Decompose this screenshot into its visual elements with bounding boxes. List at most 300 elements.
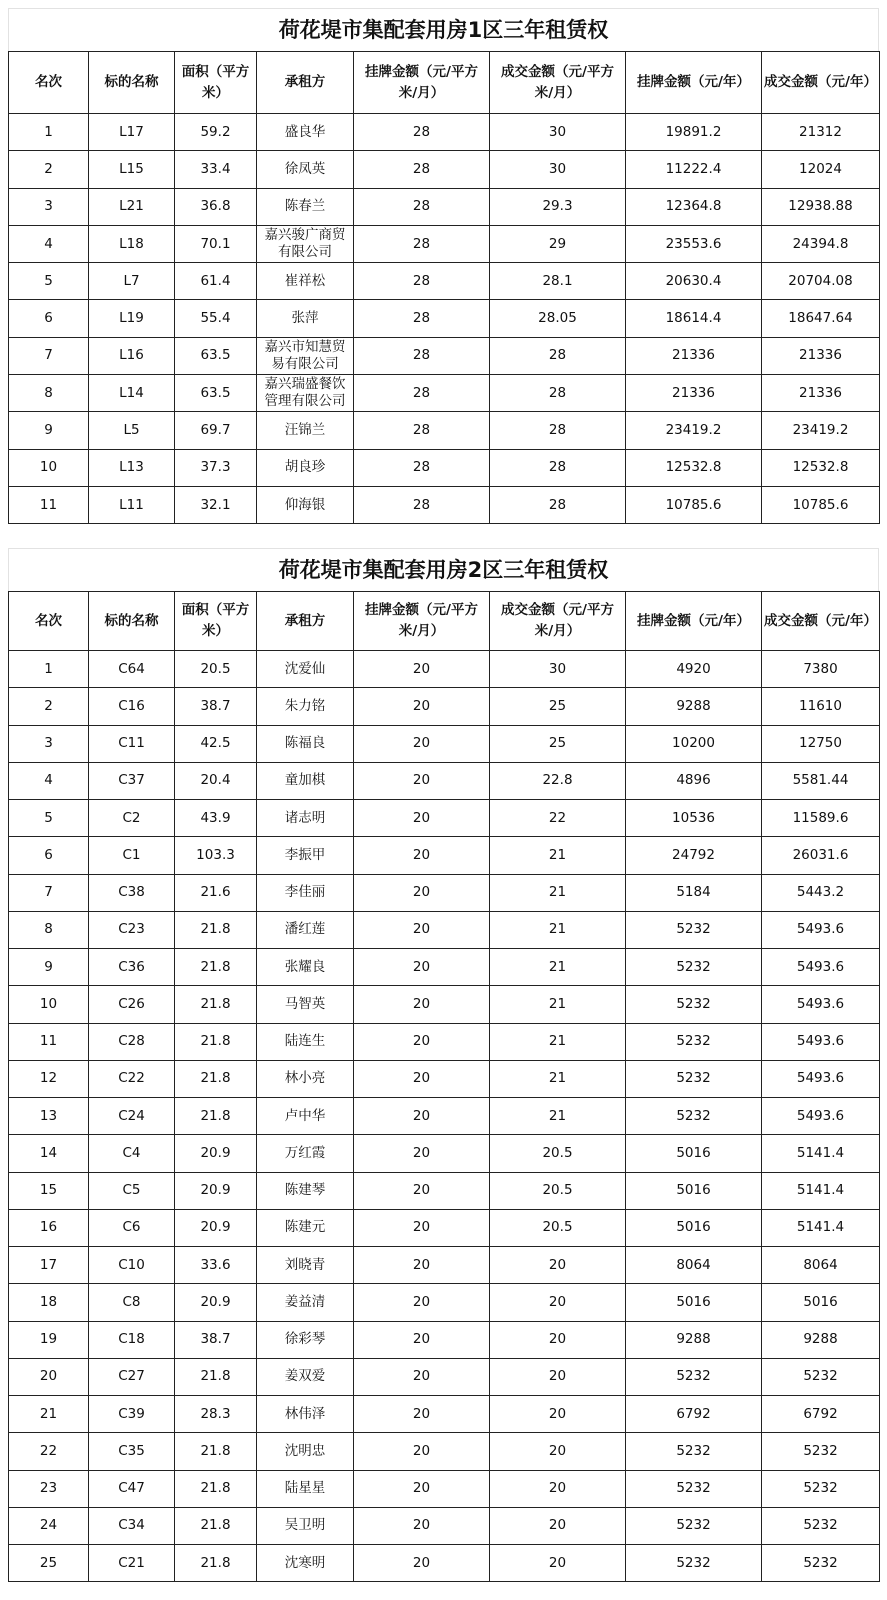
tenant-cell: 刘晓青 xyxy=(257,1247,354,1284)
lot-name-cell: C39 xyxy=(89,1396,175,1433)
tenant-cell: 沈爱仙 xyxy=(257,651,354,688)
lease-table-block-1 xyxy=(8,8,879,524)
area-cell: 21.8 xyxy=(175,911,257,948)
list-price-per-year-cell: 5232 xyxy=(626,1470,762,1507)
list-price-per-sqm-cell: 20 xyxy=(354,911,490,948)
deal-price-per-year-cell: 5493.6 xyxy=(762,1098,880,1135)
table-row xyxy=(9,1470,880,1507)
list-price-per-year-cell: 5184 xyxy=(626,874,762,911)
list-price-per-year-cell: 5016 xyxy=(626,1135,762,1172)
deal-price-per-year-cell: 11610 xyxy=(762,688,880,725)
list-price-per-sqm-cell: 20 xyxy=(354,1284,490,1321)
tenant-cell: 陈建元 xyxy=(257,1209,354,1246)
lot-name-cell: C21 xyxy=(89,1545,175,1582)
deal-price-per-year-cell: 5016 xyxy=(762,1284,880,1321)
list-price-per-sqm-cell: 20 xyxy=(354,1321,490,1358)
tenant-cell: 沈寒明 xyxy=(257,1545,354,1582)
list-price-per-sqm-cell: 20 xyxy=(354,1023,490,1060)
deal-price-per-sqm-cell: 21 xyxy=(490,1098,626,1135)
list-price-per-sqm-cell: 20 xyxy=(354,1470,490,1507)
list-price-per-year-cell: 10200 xyxy=(626,725,762,762)
lot-name-cell: C28 xyxy=(89,1023,175,1060)
area-cell: 42.5 xyxy=(175,725,257,762)
area-cell: 37.3 xyxy=(175,449,257,486)
table-row xyxy=(9,1396,880,1433)
tenant-cell: 姜双爱 xyxy=(257,1358,354,1395)
lot-name-cell: C38 xyxy=(89,874,175,911)
table-row xyxy=(9,1023,880,1060)
list-price-per-sqm-cell: 28 xyxy=(354,151,490,188)
table-row xyxy=(9,1209,880,1246)
deal-price-per-sqm-cell: 21 xyxy=(490,1060,626,1097)
list-price-per-year-cell: 5232 xyxy=(626,986,762,1023)
lot-name-cell: C10 xyxy=(89,1247,175,1284)
list-price-per-year-cell: 12364.8 xyxy=(626,188,762,225)
column-header: 名次 xyxy=(9,52,89,114)
lot-name-cell: C6 xyxy=(89,1209,175,1246)
rank-cell: 8 xyxy=(9,375,89,412)
table-row xyxy=(9,1247,880,1284)
rank-cell: 10 xyxy=(9,986,89,1023)
column-header: 承租方 xyxy=(257,592,354,651)
area-cell: 20.4 xyxy=(175,762,257,799)
list-price-per-year-cell: 5016 xyxy=(626,1209,762,1246)
deal-price-per-year-cell: 5232 xyxy=(762,1507,880,1544)
rank-cell: 1 xyxy=(9,114,89,151)
area-cell: 21.8 xyxy=(175,1507,257,1544)
table-row xyxy=(9,1135,880,1172)
list-price-per-sqm-cell: 20 xyxy=(354,1135,490,1172)
list-price-per-year-cell: 4896 xyxy=(626,762,762,799)
tenant-cell: 徐彩琴 xyxy=(257,1321,354,1358)
lot-name-cell: C18 xyxy=(89,1321,175,1358)
rank-cell: 19 xyxy=(9,1321,89,1358)
rank-cell: 11 xyxy=(9,1023,89,1060)
deal-price-per-sqm-cell: 20 xyxy=(490,1470,626,1507)
list-price-per-sqm-cell: 20 xyxy=(354,688,490,725)
rank-cell: 23 xyxy=(9,1470,89,1507)
column-header: 标的名称 xyxy=(89,592,175,651)
column-header: 成交金额（元/平方米/月） xyxy=(490,52,626,114)
area-cell: 21.8 xyxy=(175,1433,257,1470)
deal-price-per-sqm-cell: 20 xyxy=(490,1321,626,1358)
list-price-per-sqm-cell: 28 xyxy=(354,449,490,486)
lot-name-cell: C16 xyxy=(89,688,175,725)
area-cell: 61.4 xyxy=(175,263,257,300)
table-row xyxy=(9,114,880,151)
lot-name-cell: C23 xyxy=(89,911,175,948)
deal-price-per-year-cell: 5232 xyxy=(762,1545,880,1582)
deal-price-per-year-cell: 21312 xyxy=(762,114,880,151)
tenant-cell: 陈福良 xyxy=(257,725,354,762)
lease-table xyxy=(8,591,880,1582)
deal-price-per-year-cell: 5443.2 xyxy=(762,874,880,911)
deal-price-per-year-cell: 5232 xyxy=(762,1358,880,1395)
table-row xyxy=(9,762,880,799)
lot-name-cell: L15 xyxy=(89,151,175,188)
column-header: 挂牌金额（元/年） xyxy=(626,592,762,651)
list-price-per-sqm-cell: 20 xyxy=(354,1209,490,1246)
lot-name-cell: C5 xyxy=(89,1172,175,1209)
area-cell: 20.9 xyxy=(175,1172,257,1209)
column-header: 承租方 xyxy=(257,52,354,114)
deal-price-per-year-cell: 5141.4 xyxy=(762,1209,880,1246)
deal-price-per-year-cell: 5232 xyxy=(762,1433,880,1470)
rank-cell: 12 xyxy=(9,1060,89,1097)
tenant-cell: 朱力铭 xyxy=(257,688,354,725)
table-row xyxy=(9,449,880,486)
list-price-per-sqm-cell: 28 xyxy=(354,225,490,262)
list-price-per-year-cell: 5016 xyxy=(626,1172,762,1209)
list-price-per-sqm-cell: 28 xyxy=(354,263,490,300)
deal-price-per-sqm-cell: 21 xyxy=(490,1023,626,1060)
table-row xyxy=(9,725,880,762)
list-price-per-sqm-cell: 20 xyxy=(354,762,490,799)
area-cell: 20.5 xyxy=(175,651,257,688)
tenant-cell: 万红霞 xyxy=(257,1135,354,1172)
deal-price-per-sqm-cell: 28 xyxy=(490,375,626,412)
list-price-per-year-cell: 23419.2 xyxy=(626,412,762,449)
list-price-per-year-cell: 6792 xyxy=(626,1396,762,1433)
list-price-per-year-cell: 10536 xyxy=(626,800,762,837)
tenant-cell: 嘉兴市知慧贸易有限公司 xyxy=(257,337,354,374)
table-row xyxy=(9,1321,880,1358)
rank-cell: 20 xyxy=(9,1358,89,1395)
area-cell: 21.8 xyxy=(175,986,257,1023)
deal-price-per-sqm-cell: 21 xyxy=(490,949,626,986)
area-cell: 21.8 xyxy=(175,949,257,986)
deal-price-per-year-cell: 21336 xyxy=(762,337,880,374)
deal-price-per-year-cell: 5581.44 xyxy=(762,762,880,799)
deal-price-per-year-cell: 5493.6 xyxy=(762,986,880,1023)
rank-cell: 7 xyxy=(9,874,89,911)
column-header: 成交金额（元/年） xyxy=(762,592,880,651)
list-price-per-sqm-cell: 20 xyxy=(354,1545,490,1582)
table-row xyxy=(9,911,880,948)
table-row xyxy=(9,1358,880,1395)
table-row xyxy=(9,375,880,412)
table-row xyxy=(9,337,880,374)
tenant-cell: 崔祥松 xyxy=(257,263,354,300)
tenant-cell: 林伟泽 xyxy=(257,1396,354,1433)
deal-price-per-year-cell: 20704.08 xyxy=(762,263,880,300)
column-header: 成交金额（元/年） xyxy=(762,52,880,114)
rank-cell: 13 xyxy=(9,1098,89,1135)
table-row xyxy=(9,651,880,688)
column-header: 面积（平方米） xyxy=(175,592,257,651)
deal-price-per-year-cell: 24394.8 xyxy=(762,225,880,262)
list-price-per-sqm-cell: 20 xyxy=(354,1358,490,1395)
rank-cell: 2 xyxy=(9,151,89,188)
rank-cell: 5 xyxy=(9,263,89,300)
tenant-cell: 潘红莲 xyxy=(257,911,354,948)
list-price-per-sqm-cell: 20 xyxy=(354,986,490,1023)
table-row xyxy=(9,151,880,188)
deal-price-per-sqm-cell: 20 xyxy=(490,1247,626,1284)
deal-price-per-sqm-cell: 20 xyxy=(490,1507,626,1544)
rank-cell: 22 xyxy=(9,1433,89,1470)
lot-name-cell: C36 xyxy=(89,949,175,986)
tenant-cell: 陆星星 xyxy=(257,1470,354,1507)
rank-cell: 24 xyxy=(9,1507,89,1544)
table-row xyxy=(9,300,880,337)
deal-price-per-sqm-cell: 25 xyxy=(490,688,626,725)
list-price-per-year-cell: 5232 xyxy=(626,1507,762,1544)
deal-price-per-year-cell: 9288 xyxy=(762,1321,880,1358)
tenant-cell: 胡良珍 xyxy=(257,449,354,486)
list-price-per-sqm-cell: 20 xyxy=(354,651,490,688)
list-price-per-year-cell: 12532.8 xyxy=(626,449,762,486)
deal-price-per-sqm-cell: 29 xyxy=(490,225,626,262)
list-price-per-sqm-cell: 28 xyxy=(354,337,490,374)
list-price-per-sqm-cell: 20 xyxy=(354,1396,490,1433)
tenant-cell: 诸志明 xyxy=(257,800,354,837)
rank-cell: 11 xyxy=(9,486,89,523)
deal-price-per-year-cell: 12938.88 xyxy=(762,188,880,225)
area-cell: 20.9 xyxy=(175,1209,257,1246)
deal-price-per-year-cell: 8064 xyxy=(762,1247,880,1284)
area-cell: 21.8 xyxy=(175,1060,257,1097)
tenant-cell: 吴卫明 xyxy=(257,1507,354,1544)
rank-cell: 15 xyxy=(9,1172,89,1209)
tenant-cell: 嘉兴骏广商贸有限公司 xyxy=(257,225,354,262)
deal-price-per-sqm-cell: 21 xyxy=(490,986,626,1023)
rank-cell: 7 xyxy=(9,337,89,374)
list-price-per-year-cell: 21336 xyxy=(626,375,762,412)
list-price-per-year-cell: 5232 xyxy=(626,1060,762,1097)
column-header: 名次 xyxy=(9,592,89,651)
lot-name-cell: L14 xyxy=(89,375,175,412)
tenant-cell: 徐凤英 xyxy=(257,151,354,188)
deal-price-per-year-cell: 10785.6 xyxy=(762,486,880,523)
column-header: 成交金额（元/平方米/月） xyxy=(490,592,626,651)
lease-table-block-2 xyxy=(8,548,879,1582)
deal-price-per-sqm-cell: 22.8 xyxy=(490,762,626,799)
tenant-cell: 仰海银 xyxy=(257,486,354,523)
lot-name-cell: L21 xyxy=(89,188,175,225)
lot-name-cell: C11 xyxy=(89,725,175,762)
deal-price-per-sqm-cell: 22 xyxy=(490,800,626,837)
area-cell: 70.1 xyxy=(175,225,257,262)
tenant-cell: 盛良华 xyxy=(257,114,354,151)
area-cell: 21.8 xyxy=(175,1545,257,1582)
column-header: 挂牌金额（元/年） xyxy=(626,52,762,114)
lot-name-cell: C24 xyxy=(89,1098,175,1135)
list-price-per-year-cell: 5232 xyxy=(626,1545,762,1582)
tenant-cell: 陈建琴 xyxy=(257,1172,354,1209)
tenant-cell: 姜益清 xyxy=(257,1284,354,1321)
area-cell: 28.3 xyxy=(175,1396,257,1433)
column-header: 标的名称 xyxy=(89,52,175,114)
deal-price-per-sqm-cell: 20.5 xyxy=(490,1172,626,1209)
list-price-per-sqm-cell: 20 xyxy=(354,1247,490,1284)
column-header: 挂牌金额（元/平方米/月） xyxy=(354,592,490,651)
table-row xyxy=(9,263,880,300)
lot-name-cell: L7 xyxy=(89,263,175,300)
lot-name-cell: L5 xyxy=(89,412,175,449)
area-cell: 63.5 xyxy=(175,375,257,412)
deal-price-per-year-cell: 5141.4 xyxy=(762,1172,880,1209)
area-cell: 36.8 xyxy=(175,188,257,225)
list-price-per-year-cell: 5232 xyxy=(626,1098,762,1135)
lot-name-cell: C4 xyxy=(89,1135,175,1172)
area-cell: 59.2 xyxy=(175,114,257,151)
area-cell: 21.8 xyxy=(175,1358,257,1395)
table-row xyxy=(9,800,880,837)
table-title: 荷花堤市集配套用房1区三年租赁权 xyxy=(8,8,879,51)
list-price-per-sqm-cell: 20 xyxy=(354,949,490,986)
lot-name-cell: C47 xyxy=(89,1470,175,1507)
tenant-cell: 林小亮 xyxy=(257,1060,354,1097)
list-price-per-year-cell: 23553.6 xyxy=(626,225,762,262)
list-price-per-year-cell: 5232 xyxy=(626,911,762,948)
list-price-per-year-cell: 5016 xyxy=(626,1284,762,1321)
table-row xyxy=(9,1507,880,1544)
table-row xyxy=(9,949,880,986)
deal-price-per-sqm-cell: 28 xyxy=(490,449,626,486)
tenant-cell: 陈春兰 xyxy=(257,188,354,225)
list-price-per-sqm-cell: 28 xyxy=(354,300,490,337)
deal-price-per-year-cell: 5493.6 xyxy=(762,949,880,986)
area-cell: 63.5 xyxy=(175,337,257,374)
deal-price-per-sqm-cell: 28.05 xyxy=(490,300,626,337)
table-row xyxy=(9,1284,880,1321)
list-price-per-sqm-cell: 20 xyxy=(354,725,490,762)
rank-cell: 18 xyxy=(9,1284,89,1321)
table-row xyxy=(9,1060,880,1097)
area-cell: 21.8 xyxy=(175,1098,257,1135)
rank-cell: 9 xyxy=(9,412,89,449)
lot-name-cell: L19 xyxy=(89,300,175,337)
lot-name-cell: L17 xyxy=(89,114,175,151)
table-row xyxy=(9,1545,880,1582)
tenant-cell: 张耀良 xyxy=(257,949,354,986)
table-row xyxy=(9,486,880,523)
lot-name-cell: C64 xyxy=(89,651,175,688)
rank-cell: 1 xyxy=(9,651,89,688)
list-price-per-sqm-cell: 28 xyxy=(354,375,490,412)
lot-name-cell: L13 xyxy=(89,449,175,486)
list-price-per-sqm-cell: 28 xyxy=(354,412,490,449)
deal-price-per-sqm-cell: 20 xyxy=(490,1284,626,1321)
list-price-per-year-cell: 9288 xyxy=(626,688,762,725)
area-cell: 20.9 xyxy=(175,1135,257,1172)
lot-name-cell: C8 xyxy=(89,1284,175,1321)
table-row xyxy=(9,1433,880,1470)
tenant-cell: 陆连生 xyxy=(257,1023,354,1060)
area-cell: 33.6 xyxy=(175,1247,257,1284)
list-price-per-sqm-cell: 20 xyxy=(354,837,490,874)
area-cell: 38.7 xyxy=(175,688,257,725)
list-price-per-year-cell: 5232 xyxy=(626,949,762,986)
rank-cell: 5 xyxy=(9,800,89,837)
deal-price-per-sqm-cell: 25 xyxy=(490,725,626,762)
deal-price-per-sqm-cell: 21 xyxy=(490,874,626,911)
list-price-per-sqm-cell: 20 xyxy=(354,874,490,911)
list-price-per-sqm-cell: 20 xyxy=(354,1060,490,1097)
table-row xyxy=(9,1172,880,1209)
deal-price-per-sqm-cell: 20.5 xyxy=(490,1135,626,1172)
list-price-per-year-cell: 8064 xyxy=(626,1247,762,1284)
deal-price-per-sqm-cell: 20 xyxy=(490,1396,626,1433)
tenant-cell: 张萍 xyxy=(257,300,354,337)
lot-name-cell: C2 xyxy=(89,800,175,837)
area-cell: 21.8 xyxy=(175,1023,257,1060)
table-row xyxy=(9,1098,880,1135)
deal-price-per-year-cell: 5232 xyxy=(762,1470,880,1507)
tenant-cell: 卢中华 xyxy=(257,1098,354,1135)
list-price-per-sqm-cell: 20 xyxy=(354,1507,490,1544)
rank-cell: 2 xyxy=(9,688,89,725)
deal-price-per-sqm-cell: 30 xyxy=(490,114,626,151)
list-price-per-year-cell: 21336 xyxy=(626,337,762,374)
deal-price-per-year-cell: 23419.2 xyxy=(762,412,880,449)
deal-price-per-sqm-cell: 28.1 xyxy=(490,263,626,300)
list-price-per-year-cell: 9288 xyxy=(626,1321,762,1358)
lot-name-cell: L16 xyxy=(89,337,175,374)
rank-cell: 9 xyxy=(9,949,89,986)
tenant-cell: 马智英 xyxy=(257,986,354,1023)
list-price-per-year-cell: 24792 xyxy=(626,837,762,874)
tenant-cell: 嘉兴瑞盛餐饮管理有限公司 xyxy=(257,375,354,412)
header-row xyxy=(9,592,880,651)
deal-price-per-year-cell: 5493.6 xyxy=(762,1023,880,1060)
area-cell: 33.4 xyxy=(175,151,257,188)
table-title: 荷花堤市集配套用房2区三年租赁权 xyxy=(8,548,879,591)
deal-price-per-year-cell: 12532.8 xyxy=(762,449,880,486)
list-price-per-year-cell: 18614.4 xyxy=(626,300,762,337)
deal-price-per-sqm-cell: 21 xyxy=(490,837,626,874)
list-price-per-sqm-cell: 20 xyxy=(354,1433,490,1470)
list-price-per-sqm-cell: 20 xyxy=(354,1172,490,1209)
deal-price-per-year-cell: 26031.6 xyxy=(762,837,880,874)
list-price-per-year-cell: 5232 xyxy=(626,1433,762,1470)
lot-name-cell: L18 xyxy=(89,225,175,262)
list-price-per-sqm-cell: 28 xyxy=(354,188,490,225)
list-price-per-sqm-cell: 28 xyxy=(354,114,490,151)
table-row xyxy=(9,225,880,262)
deal-price-per-year-cell: 5141.4 xyxy=(762,1135,880,1172)
table-row xyxy=(9,688,880,725)
list-price-per-year-cell: 4920 xyxy=(626,651,762,688)
deal-price-per-year-cell: 7380 xyxy=(762,651,880,688)
lot-name-cell: C27 xyxy=(89,1358,175,1395)
rank-cell: 25 xyxy=(9,1545,89,1582)
rank-cell: 6 xyxy=(9,837,89,874)
list-price-per-year-cell: 10785.6 xyxy=(626,486,762,523)
deal-price-per-sqm-cell: 29.3 xyxy=(490,188,626,225)
area-cell: 103.3 xyxy=(175,837,257,874)
deal-price-per-year-cell: 5493.6 xyxy=(762,911,880,948)
deal-price-per-year-cell: 12750 xyxy=(762,725,880,762)
rank-cell: 17 xyxy=(9,1247,89,1284)
column-header: 挂牌金额（元/平方米/月） xyxy=(354,52,490,114)
deal-price-per-sqm-cell: 28 xyxy=(490,337,626,374)
rank-cell: 16 xyxy=(9,1209,89,1246)
deal-price-per-sqm-cell: 30 xyxy=(490,151,626,188)
area-cell: 32.1 xyxy=(175,486,257,523)
deal-price-per-sqm-cell: 20 xyxy=(490,1433,626,1470)
list-price-per-year-cell: 5232 xyxy=(626,1023,762,1060)
lot-name-cell: C22 xyxy=(89,1060,175,1097)
lot-name-cell: C35 xyxy=(89,1433,175,1470)
area-cell: 38.7 xyxy=(175,1321,257,1358)
area-cell: 20.9 xyxy=(175,1284,257,1321)
tenant-cell: 童加棋 xyxy=(257,762,354,799)
rank-cell: 8 xyxy=(9,911,89,948)
table-row xyxy=(9,188,880,225)
rank-cell: 6 xyxy=(9,300,89,337)
